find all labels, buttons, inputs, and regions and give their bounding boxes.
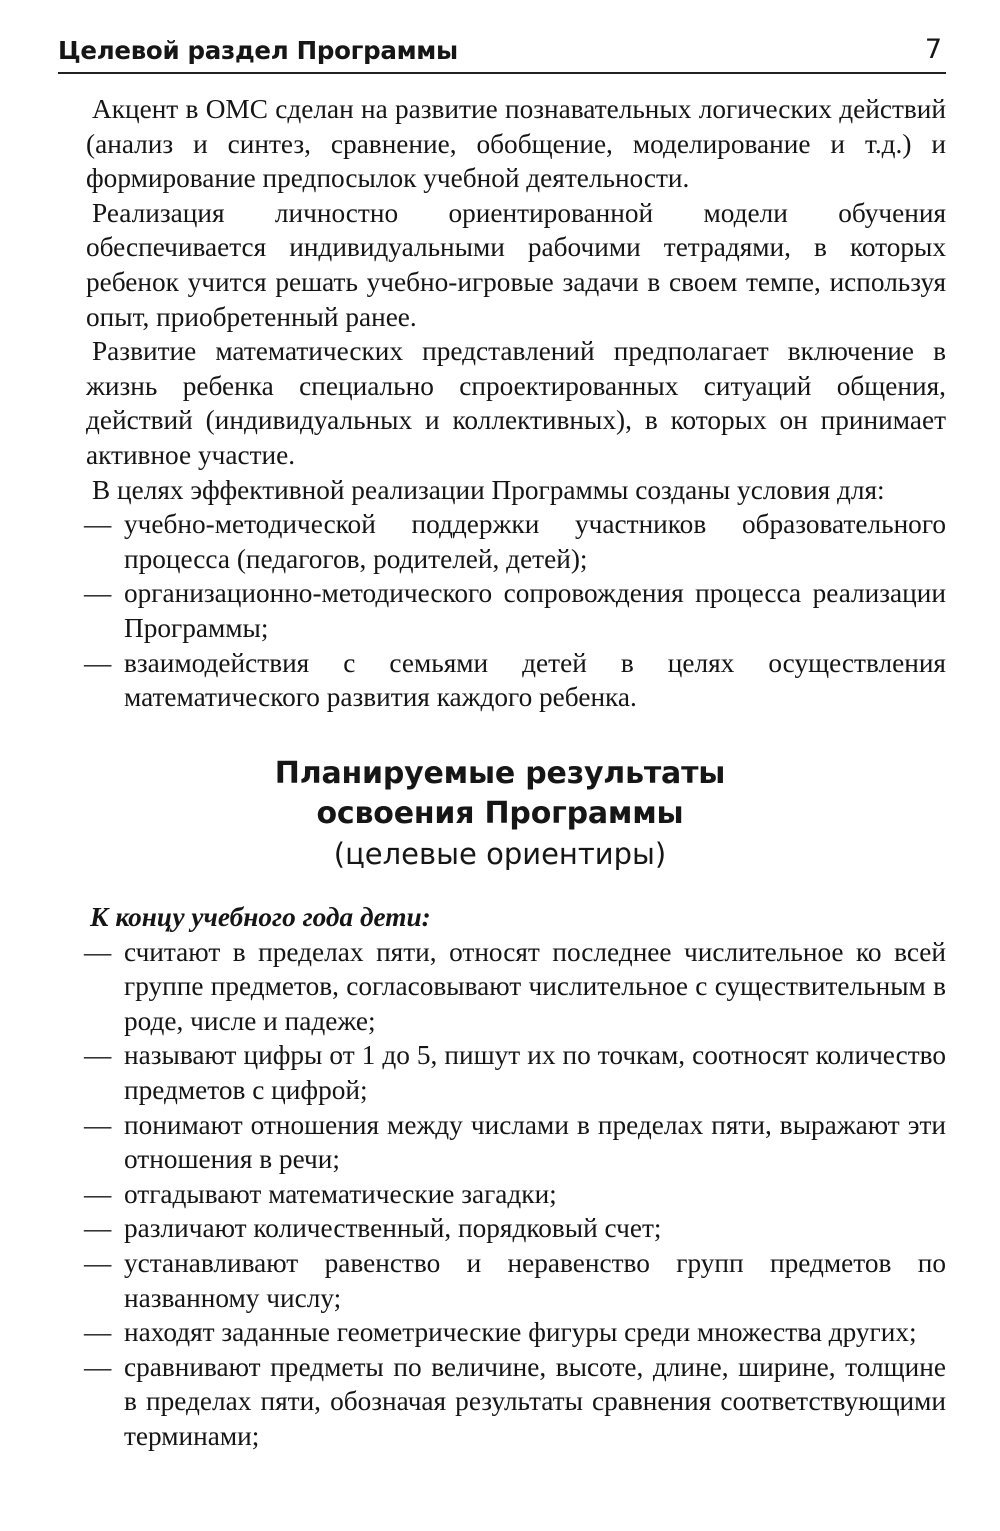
results-list: [86, 935, 946, 1454]
list-item: [86, 1315, 946, 1350]
list-item-text: считают в пределах пяти, относят последнее числительное ко всей группе предметов, согласовывают числительное с существительным в роде, числе и падеже;: [124, 936, 946, 1036]
list-item: [86, 646, 946, 715]
list-item-text: называют цифры от 1 до 5, пишут их по точкам, соотносят количество предметов с цифрой;: [124, 1040, 946, 1105]
dash-marker: —: [84, 1317, 112, 1348]
dash-marker: —: [84, 1040, 112, 1071]
paragraph-math-development: Развитие математических представлений предполагает включение в жизнь ребенка специально спроектированных ситуаций общения, действий (индивидуальных и коллективных), в которых он принимает активное участие.: [86, 336, 946, 470]
list-item-text: понимают отношения между числами в пределах пяти, выражают эти отношения в речи;: [124, 1109, 946, 1175]
conditions-lead: В целях эффективной реализации Программы созданы условия для:: [92, 474, 885, 505]
conditions-list: [86, 507, 946, 715]
running-title: Целевой раздел Программы: [58, 36, 458, 65]
list-item-text: различают количественный, порядковый счет;: [124, 1213, 662, 1244]
paragraph-accent: Акцент в ОМС сделан на развитие познавательных логических действий (анализ и синтез, сравнение, обобщение, моделирование и т.д.) и формирование предпосылок учебной деятельности.: [86, 94, 946, 194]
page-number: 7: [924, 34, 942, 65]
list-item-text: учебно-методической поддержки участников образовательного процесса (педагогов, родителей, детей);: [124, 509, 946, 574]
dash-marker: —: [84, 1109, 112, 1140]
list-item-text: организационно-методического сопровождения процесса реализации Программы;: [124, 578, 946, 643]
list-item-text: устанавливают равенство и неравенство групп предметов по названному числу;: [124, 1247, 946, 1313]
section-heading: [0, 754, 1000, 874]
list-item-text: отгадывают математические загадки;: [124, 1178, 557, 1209]
list-item: [86, 1350, 946, 1454]
list-item-text: сравнивают предметы по величине, высоте, длине, ширине, толщине в пределах пяти, обозначая результаты сравнения соответствующими терминами;: [124, 1351, 946, 1451]
list-item: [86, 1038, 946, 1107]
results-lead: К концу учебного года дети:: [90, 902, 431, 932]
dash-marker: —: [84, 936, 112, 967]
section-title-line-2: освоения Программы: [316, 796, 684, 831]
running-header: [58, 30, 946, 74]
list-item-text: находят заданные геометрические фигуры среди множества других;: [124, 1317, 917, 1348]
list-item: [86, 1211, 946, 1246]
dash-marker: —: [84, 1351, 112, 1382]
intro-section: [86, 92, 946, 715]
dash-marker: —: [84, 509, 112, 540]
section-subtitle: (целевые ориентиры): [333, 837, 667, 871]
dash-marker: —: [84, 1247, 112, 1278]
paragraph-personal-model: Реализация личностно ориентированной модели обучения обеспечивается индивидуальными рабочими тетрадями, в которых ребенок учится решать учебно-игровые задачи в своем темпе, используя опыт, приобретенный ранее.: [86, 197, 946, 332]
list-item: [86, 507, 946, 576]
dash-marker: —: [84, 1178, 112, 1209]
section-title-line-1: Планируемые результаты: [274, 756, 726, 791]
dash-marker: —: [84, 1213, 112, 1244]
results-section: [86, 900, 946, 1454]
list-item: [86, 576, 946, 645]
dash-marker: —: [84, 647, 112, 678]
list-item: [86, 1108, 946, 1177]
list-item: [86, 1246, 946, 1315]
list-item: [86, 935, 946, 1039]
list-item: [86, 1177, 946, 1212]
dash-marker: —: [84, 578, 112, 609]
list-item-text: взаимодействия с семьями детей в целях осуществления математического развития каждого ребенка.: [124, 647, 946, 713]
